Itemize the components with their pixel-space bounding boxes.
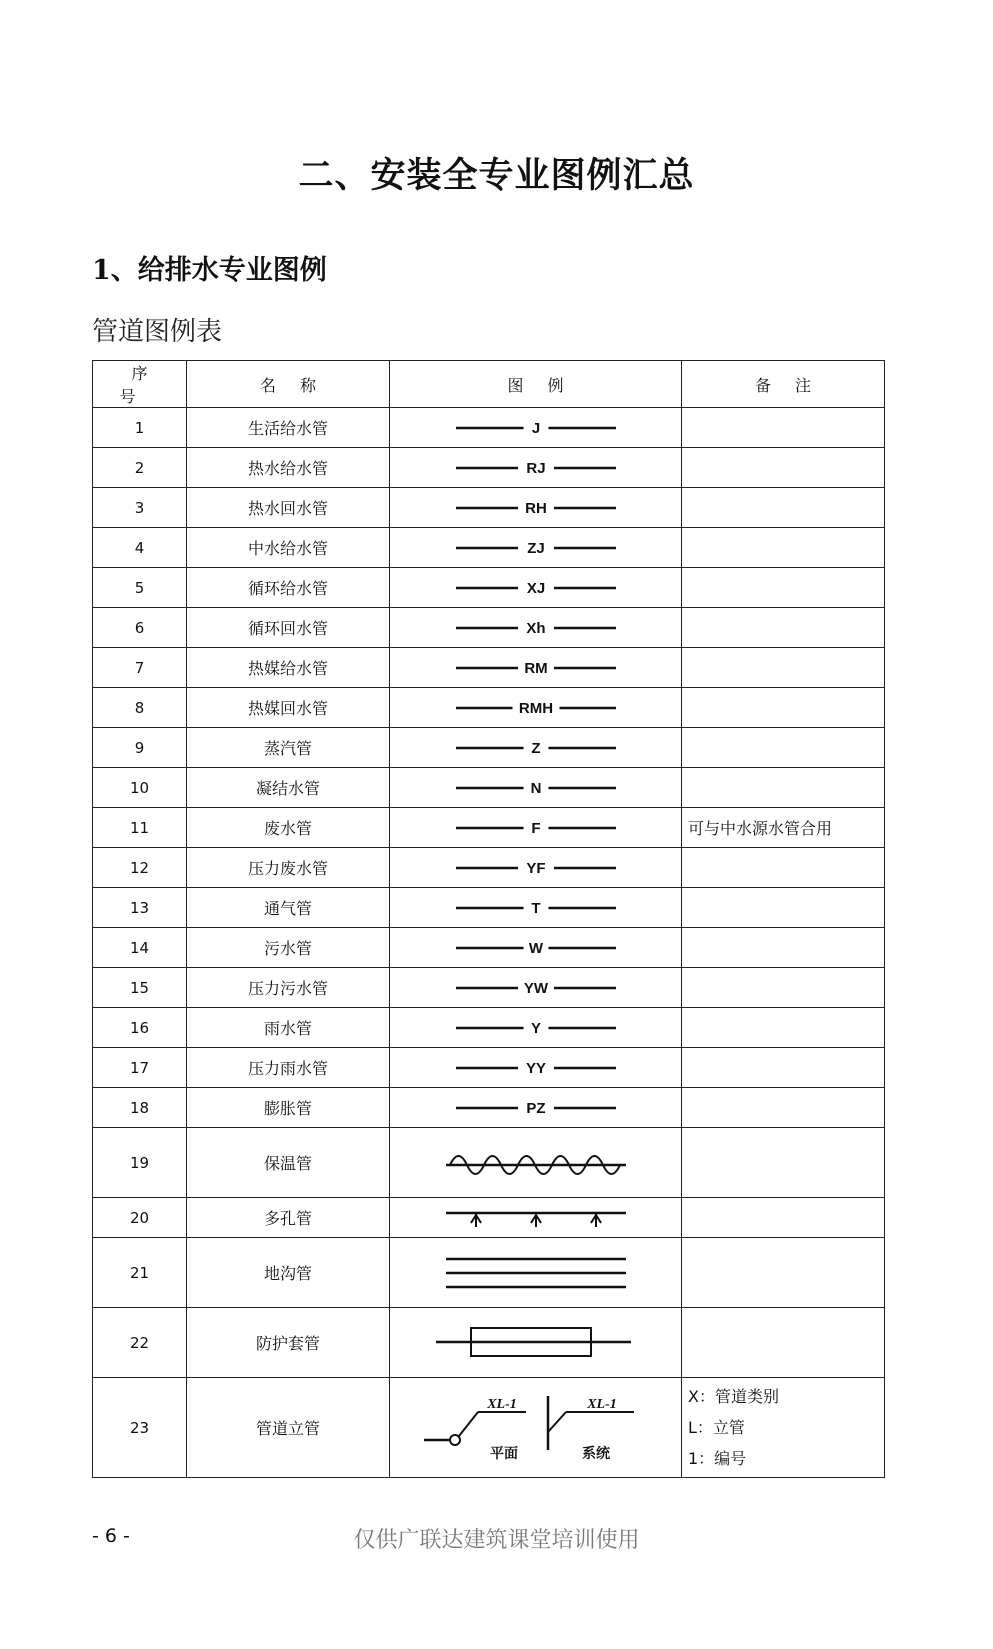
pipe-name: 地沟管: [187, 1238, 390, 1308]
pipe-symbol-cell: [390, 648, 682, 688]
pipe-line-symbol: [446, 736, 626, 760]
pipe-name: 污水管: [187, 928, 390, 968]
system-tag-label: XL-1: [586, 1396, 617, 1412]
pipe-line-symbol: [446, 696, 626, 720]
row-number: 20: [93, 1198, 187, 1238]
pipe-line-symbol: [446, 816, 626, 840]
table-row: [93, 968, 885, 1008]
pipe-remark: [682, 728, 885, 768]
pipe-symbol-cell: [390, 488, 682, 528]
table-row: [93, 648, 885, 688]
pipe-symbol-cell: [390, 448, 682, 488]
header-name: 名称: [187, 361, 390, 408]
pipe-code-label: YY: [525, 1059, 546, 1077]
riser-pipe-symbol: [416, 1388, 656, 1468]
pipe-code-label: YF: [525, 859, 546, 877]
table-row: [93, 1238, 885, 1308]
section-title: 1、给排水专业图例: [92, 255, 327, 286]
row-number: 8: [93, 688, 187, 728]
pipe-code-label: PZ: [525, 1099, 546, 1117]
pipe-name: 压力污水管: [187, 968, 390, 1008]
row-number: 23: [93, 1378, 187, 1478]
row-number: 2: [93, 448, 187, 488]
pipe-line-symbol: [446, 896, 626, 920]
pipe-remark: 可与中水源水管合用: [682, 808, 885, 848]
pipe-line-symbol: [446, 856, 626, 880]
row-number: 13: [93, 888, 187, 928]
pipe-symbol-cell: [390, 968, 682, 1008]
pipe-line-symbol: [446, 536, 626, 560]
table-row: [93, 408, 885, 448]
pipe-remark: [682, 968, 885, 1008]
header-remark: 备注: [682, 361, 885, 408]
pipe-remark: [682, 888, 885, 928]
table-row: [93, 728, 885, 768]
pipe-symbol-cell: [390, 1088, 682, 1128]
table-row: [93, 1088, 885, 1128]
row-number: 14: [93, 928, 187, 968]
plan-tag-label: XL-1: [486, 1396, 517, 1412]
table-row: [93, 528, 885, 568]
pipe-line-symbol: [446, 936, 626, 960]
pipe-remark: [682, 648, 885, 688]
row-number: 7: [93, 648, 187, 688]
pipe-line-symbol: [446, 1016, 626, 1040]
table-row: [93, 448, 885, 488]
row-number: 4: [93, 528, 187, 568]
pipe-remark: [682, 1198, 885, 1238]
pipe-symbol-cell: [390, 688, 682, 728]
insulated-pipe-symbol: [436, 1141, 636, 1185]
pipe-remark: [682, 1048, 885, 1088]
pipe-remark: [682, 448, 885, 488]
pipe-name: 废水管: [187, 808, 390, 848]
table-caption: 管道图例表: [92, 317, 223, 347]
trench-pipe-symbol: [436, 1251, 636, 1295]
pipe-name: 多孔管: [187, 1198, 390, 1238]
pipe-symbol-cell: [390, 888, 682, 928]
pipe-remark: [682, 1128, 885, 1198]
pipe-remark: [682, 528, 885, 568]
pipe-name: 中水给水管: [187, 528, 390, 568]
pipe-remark: [682, 1308, 885, 1378]
pipe-name: 雨水管: [187, 1008, 390, 1048]
table-row: [93, 1128, 885, 1198]
pipe-line-symbol: [446, 456, 626, 480]
pipe-name: 蒸汽管: [187, 728, 390, 768]
pipe-name: 管道立管: [187, 1378, 390, 1478]
pipe-name: 热媒给水管: [187, 648, 390, 688]
pipe-remark: [682, 1088, 885, 1128]
table-row: [93, 808, 885, 848]
pipe-code-label: RM: [523, 659, 548, 677]
row-number: 16: [93, 1008, 187, 1048]
row-number: 9: [93, 728, 187, 768]
footer-note: 仅供广联达建筑课堂培训使用: [353, 1528, 640, 1553]
pipe-remark: [682, 768, 885, 808]
pipe-line-symbol: [446, 1096, 626, 1120]
pipe-name: 防护套管: [187, 1308, 390, 1378]
pipe-symbol-cell: [390, 808, 682, 848]
row-number: 12: [93, 848, 187, 888]
pipe-symbol-cell: [390, 408, 682, 448]
pipe-name: 通气管: [187, 888, 390, 928]
pipe-line-symbol: [446, 576, 626, 600]
pipe-remark: [682, 1238, 885, 1308]
pipe-symbol-cell: [390, 728, 682, 768]
pipe-symbol-cell: [390, 1308, 682, 1378]
pipe-line-symbol: [446, 776, 626, 800]
row-number: 15: [93, 968, 187, 1008]
table-row: [93, 1378, 885, 1478]
pipe-name: 凝结水管: [187, 768, 390, 808]
remark-line: X：管道类别: [688, 1387, 779, 1406]
pipe-symbol-cell: [390, 848, 682, 888]
pipe-code-label: F: [530, 819, 541, 837]
table-row: [93, 688, 885, 728]
pipe-symbol-cell: [390, 928, 682, 968]
pipe-line-symbol: [446, 656, 626, 680]
remark-line: L：立管: [688, 1418, 745, 1437]
protective-sleeve-symbol: [431, 1323, 641, 1363]
pipe-name: 循环给水管: [187, 568, 390, 608]
pipe-remark: [682, 1008, 885, 1048]
table-header-row: [93, 361, 885, 408]
pipe-symbol-cell: [390, 568, 682, 608]
pipe-code-label: RH: [524, 499, 547, 517]
header-no: 序号: [93, 361, 187, 408]
table-row: [93, 1198, 885, 1238]
pipe-name: 热水给水管: [187, 448, 390, 488]
pipe-name: 热媒回水管: [187, 688, 390, 728]
pipe-code-label: RJ: [525, 459, 546, 477]
page-number: - 6 -: [92, 1525, 130, 1547]
row-number: 17: [93, 1048, 187, 1088]
pipe-name: 生活给水管: [187, 408, 390, 448]
pipe-symbol-cell: [390, 608, 682, 648]
pipe-line-symbol: [446, 416, 626, 440]
pipe-line-symbol: [446, 976, 626, 1000]
pipe-remark: [682, 488, 885, 528]
table-row: [93, 768, 885, 808]
table-row: [93, 488, 885, 528]
pipe-name: 压力雨水管: [187, 1048, 390, 1088]
pipe-code-label: Xh: [525, 619, 546, 637]
pipe-code-label: N: [530, 779, 541, 797]
pipe-symbol-cell: [390, 1128, 682, 1198]
pipe-name: 循环回水管: [187, 608, 390, 648]
pipe-code-label: YW: [523, 979, 548, 997]
table-row: [93, 608, 885, 648]
pipe-line-symbol: [446, 496, 626, 520]
page-title: 二、安装全专业图例汇总: [298, 155, 695, 196]
pipe-remark: [682, 688, 885, 728]
table-row: [93, 1308, 885, 1378]
table-row: [93, 888, 885, 928]
pipe-symbol-cell: [390, 528, 682, 568]
pipe-legend-table: [92, 360, 885, 1478]
pipe-symbol-cell: [390, 768, 682, 808]
pipe-remark: [682, 848, 885, 888]
pipe-name: 热水回水管: [187, 488, 390, 528]
pipe-code-label: T: [530, 899, 541, 917]
row-number: 1: [93, 408, 187, 448]
pipe-code-label: W: [528, 939, 543, 957]
pipe-code-label: ZJ: [526, 539, 545, 557]
header-symbol: 图例: [390, 361, 682, 408]
pipe-remark: [682, 928, 885, 968]
system-view-label: 系统: [581, 1446, 610, 1462]
row-number: 3: [93, 488, 187, 528]
row-number: 11: [93, 808, 187, 848]
porous-pipe-symbol: [436, 1203, 636, 1233]
table-row: [93, 1008, 885, 1048]
remark-line: 1：编号: [688, 1449, 747, 1468]
pipe-name: 压力废水管: [187, 848, 390, 888]
row-number: 5: [93, 568, 187, 608]
table-row: [93, 568, 885, 608]
pipe-code-label: Y: [530, 1019, 541, 1037]
table-row: [93, 848, 885, 888]
row-number: 10: [93, 768, 187, 808]
pipe-code-label: J: [531, 419, 540, 437]
pipe-remark: [682, 568, 885, 608]
row-number: 22: [93, 1308, 187, 1378]
row-number: 6: [93, 608, 187, 648]
table-row: [93, 928, 885, 968]
table-row: [93, 1048, 885, 1088]
row-number: 18: [93, 1088, 187, 1128]
plan-view-label: 平面: [489, 1446, 518, 1462]
row-number: 21: [93, 1238, 187, 1308]
pipe-remark: [682, 408, 885, 448]
pipe-symbol-cell: [390, 1048, 682, 1088]
row-number: 19: [93, 1128, 187, 1198]
pipe-code-label: XJ: [526, 579, 545, 597]
pipe-symbol-cell: [390, 1238, 682, 1308]
pipe-symbol-cell: [390, 1198, 682, 1238]
pipe-line-symbol: [446, 1056, 626, 1080]
pipe-remark: [682, 1378, 885, 1478]
pipe-symbol-cell: [390, 1008, 682, 1048]
pipe-name: 膨胀管: [187, 1088, 390, 1128]
pipe-remark: [682, 608, 885, 648]
pipe-line-symbol: [446, 616, 626, 640]
pipe-code-label: Z: [530, 739, 541, 757]
pipe-symbol-cell: [390, 1378, 682, 1478]
pipe-code-label: RMH: [518, 699, 553, 717]
pipe-name: 保温管: [187, 1128, 390, 1198]
